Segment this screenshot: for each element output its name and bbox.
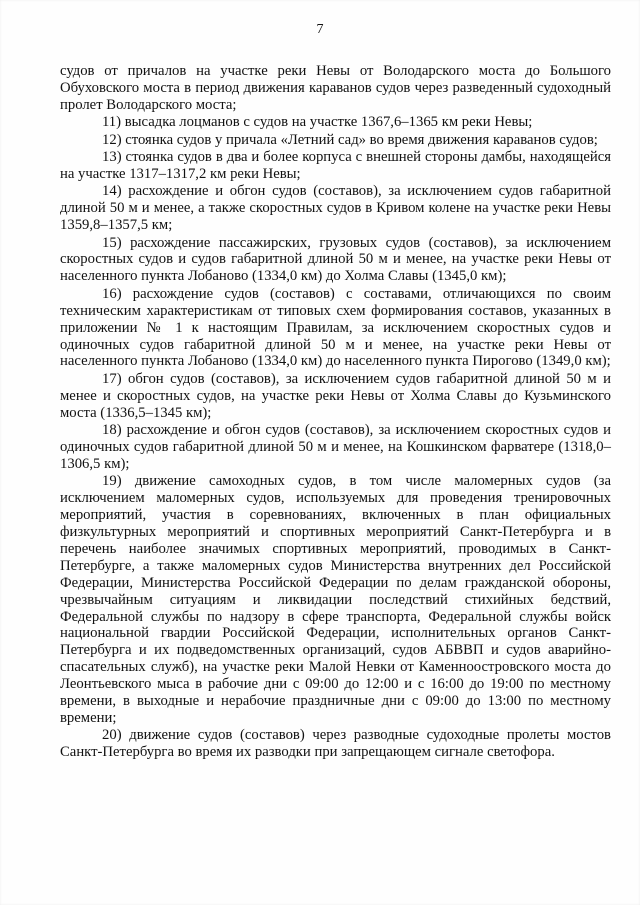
list-item-15: 15) расхождение пассажирских, грузовых судов (составов), за исключением скоростных судов и судов габаритной длиной 50 м и менее, на участке реки Невы от населенного пункта Лобаново (1334,0 км) до Холма Славы (1345,0 км); xyxy=(60,234,611,285)
document-body xyxy=(60,63,611,761)
paragraph-continuation: судов от причалов на участке реки Невы от Володарского моста до Большого Обуховского моста в период движения караванов судов через разведенный судоходный пролет Володарского моста; xyxy=(60,63,611,113)
page-number: 7 xyxy=(316,22,324,37)
list-item-14: 14) расхождение и обгон судов (составов), за исключением судов габаритной длиной 50 м и менее, а также скоростных судов в Кривом колене на участке реки Невы 1359,8–1357,5 км; xyxy=(60,183,611,234)
list-item-16: 16) расхождение судов (составов) с составами, отличающихся по своим техническим характеристикам от типовых схем формирования составов, указанных в приложении № 1 к настоящим Правилам, за исключением скоростных судов и одиночных судов габаритной длиной 50 м и менее, на участке реки Невы от населенного пункта Лобаново (1334,0 км) до населенного пункта Пирогово (1349,0 км); xyxy=(60,285,611,370)
list-item-20: 20) движение судов (составов) через разводные судоходные пролеты мостов Санкт-Петербурга во время их разводки при запрещающем сигнале светофора. xyxy=(60,727,611,761)
list-item-13: 13) стоянка судов в два и более корпуса с внешней стороны дамбы, находящейся на участке 1317–1317,2 км реки Невы; xyxy=(60,149,611,182)
list-item-18: 18) расхождение и обгон судов (составов), за исключением скоростных судов и одиночных судов габаритной длиной 50 м и менее, на Кошкинском фарватере (1318,0–1306,5 км); xyxy=(60,422,611,472)
list-item-11: 11) высадка лоцманов с судов на участке 1367,6–1365 км реки Невы; xyxy=(102,114,533,131)
list-item-12: 12) стоянка судов у причала «Летний сад» во время движения караванов судов; xyxy=(102,131,598,148)
list-item-17: 17) обгон судов (составов), за исключением судов габаритной длиной 50 м и менее и скоростных судов, на участке реки Невы от Холма Славы до Кузьминского моста (1336,5–1345 км); xyxy=(60,370,611,421)
list-item-19: 19) движение самоходных судов, в том числе маломерных судов (за исключением маломерных судов, используемых для проведения тренировочных мероприятий, участия в соревнованиях, включенных в план официальных физкультурных мероприятий и спортивных мероприятий Санкт-Петербурга и в перечень наиболее значимых спортивных мероприятий, проводимых в Санкт-Петербурге, а также маломерных судов Министерства внутренних дел Российской Федерации, Министерства Российской Федерации по делам гражданской обороны, чрезвычайным ситуациям и ликвидации последствий стихийных бедствий, Федеральной службы по надзору в сфере транспорта, Федеральной службы войск национальной гвардии Российской Федерации, исполнительных органов Санкт-Петербурга и их подведомственных организаций, судов АБВВП и судов аварийно-спасательных служб), на участке реки Малой Невки от Каменноостровского моста до Леонтьевского мыса в рабочие дни с 09:00 до 12:00 и с 16:00 до 19:00 по местному времени, в выходные и нерабочие праздничные дни с 09:00 до 13:00 по местному времени; xyxy=(60,473,611,726)
